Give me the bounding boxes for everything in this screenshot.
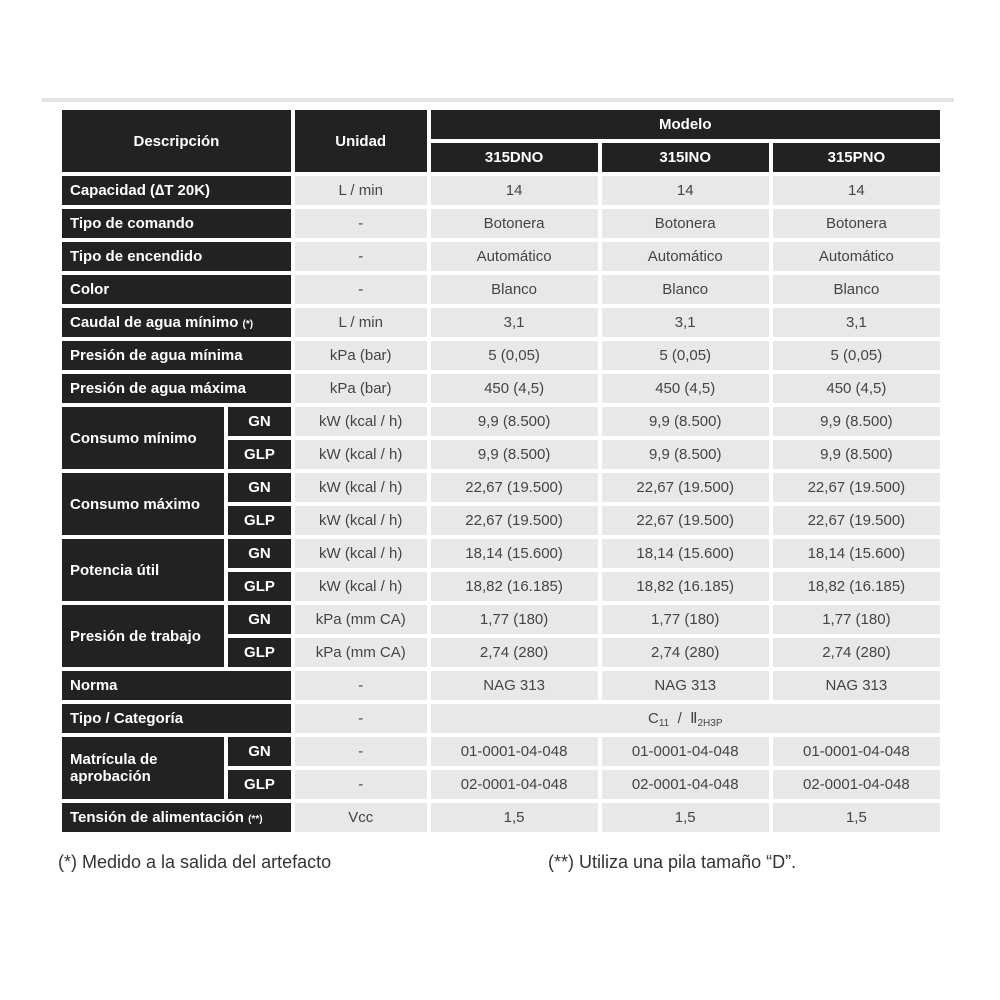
table-row: [62, 671, 940, 700]
value-cell: 14: [602, 176, 769, 205]
value-cell: 14: [773, 176, 940, 205]
gas-gn-label: GN: [228, 737, 291, 766]
row-label: Presión de agua máxima: [62, 374, 291, 403]
value-cell: 01-0001-04-048: [431, 737, 598, 766]
table-row: [62, 275, 940, 304]
value-cell: 1,77 (180): [773, 605, 940, 634]
row-label: Potencia útil: [62, 539, 224, 601]
unit-cell: -: [295, 209, 427, 238]
value-cell: 2,74 (280): [773, 638, 940, 667]
gas-glp-label: GLP: [228, 506, 291, 535]
value-cell: 02-0001-04-048: [431, 770, 598, 799]
value-cell: Blanco: [602, 275, 769, 304]
table-row: [62, 242, 940, 271]
value-cell: 1,5: [602, 803, 769, 832]
value-cell: 18,14 (15.600): [773, 539, 940, 568]
gas-glp-label: GLP: [228, 572, 291, 601]
unit-cell: kPa (mm CA): [295, 605, 427, 634]
value-cell: 5 (0,05): [431, 341, 598, 370]
unit-cell: -: [295, 737, 427, 766]
unit-cell: Vcc: [295, 803, 427, 832]
category-ii: Ⅱ: [690, 709, 698, 727]
value-cell: 5 (0,05): [602, 341, 769, 370]
value-cell: 9,9 (8.500): [431, 407, 598, 436]
unit-cell: -: [295, 671, 427, 700]
value-cell: 450 (4,5): [773, 374, 940, 403]
value-cell: 9,9 (8.500): [773, 440, 940, 469]
value-cell: 18,82 (16.185): [773, 572, 940, 601]
unit-cell: -: [295, 770, 427, 799]
value-cell: 3,1: [431, 308, 598, 337]
value-cell: 22,67 (19.500): [431, 506, 598, 535]
row-label-text: Caudal de agua mínimo: [70, 314, 239, 331]
gas-gn-label: GN: [228, 539, 291, 568]
top-rule: [42, 98, 954, 102]
value-cell: 3,1: [773, 308, 940, 337]
row-label-text: Tensión de alimentación: [70, 809, 244, 826]
category-c-sub: 11: [658, 717, 670, 729]
unit-cell: kW (kcal / h): [295, 539, 427, 568]
table-row: [62, 704, 940, 733]
table-row: [62, 473, 940, 502]
table-row: [62, 209, 940, 238]
table-row: [62, 737, 940, 766]
value-cell: Botonera: [431, 209, 598, 238]
unit-cell: kPa (bar): [295, 341, 427, 370]
value-cell: 22,67 (19.500): [431, 473, 598, 502]
footnote-mark: (**): [248, 814, 263, 825]
value-cell: 18,14 (15.600): [602, 539, 769, 568]
value-cell: 22,67 (19.500): [773, 473, 940, 502]
spec-table: [58, 106, 944, 836]
unit-cell: -: [295, 704, 427, 733]
model-315dno: 315DNO: [431, 143, 598, 172]
value-cell: 9,9 (8.500): [602, 440, 769, 469]
row-label: Tipo / Categoría: [62, 704, 291, 733]
row-label: Color: [62, 275, 291, 304]
col-header-unidad: Unidad: [295, 110, 427, 172]
value-cell: 2,74 (280): [431, 638, 598, 667]
gas-gn-label: GN: [228, 407, 291, 436]
row-label: Presión de trabajo: [62, 605, 224, 667]
col-header-modelo: Modelo: [431, 110, 940, 139]
value-cell: Automático: [773, 242, 940, 271]
value-cell: Botonera: [602, 209, 769, 238]
value-cell: 3,1: [602, 308, 769, 337]
gas-glp-label: GLP: [228, 440, 291, 469]
value-cell: 18,82 (16.185): [602, 572, 769, 601]
category-cell: [431, 704, 940, 733]
value-cell: 18,14 (15.600): [431, 539, 598, 568]
row-label: Consumo máximo: [62, 473, 224, 535]
value-cell: Blanco: [431, 275, 598, 304]
row-label: Norma: [62, 671, 291, 700]
value-cell: NAG 313: [602, 671, 769, 700]
row-label: Capacidad (∆T 20K): [62, 176, 291, 205]
table-row: [62, 341, 940, 370]
table-row: [62, 407, 940, 436]
row-label: [62, 803, 291, 832]
value-cell: 9,9 (8.500): [773, 407, 940, 436]
value-cell: 1,5: [773, 803, 940, 832]
model-315ino: 315INO: [602, 143, 769, 172]
row-label: Tipo de encendido: [62, 242, 291, 271]
value-cell: 22,67 (19.500): [602, 506, 769, 535]
value-cell: 450 (4,5): [431, 374, 598, 403]
gas-gn-label: GN: [228, 605, 291, 634]
value-cell: 450 (4,5): [602, 374, 769, 403]
value-cell: 02-0001-04-048: [602, 770, 769, 799]
value-cell: 02-0001-04-048: [773, 770, 940, 799]
unit-cell: L / min: [295, 308, 427, 337]
value-cell: 01-0001-04-048: [602, 737, 769, 766]
value-cell: 1,77 (180): [431, 605, 598, 634]
value-cell: Automático: [602, 242, 769, 271]
value-cell: 9,9 (8.500): [602, 407, 769, 436]
category-c: C: [648, 709, 659, 727]
unit-cell: kPa (bar): [295, 374, 427, 403]
table-row: [62, 605, 940, 634]
value-cell: 14: [431, 176, 598, 205]
table-row: [62, 374, 940, 403]
value-cell: 1,77 (180): [602, 605, 769, 634]
header-row: [62, 110, 940, 139]
unit-cell: kW (kcal / h): [295, 407, 427, 436]
value-cell: 01-0001-04-048: [773, 737, 940, 766]
gas-gn-label: GN: [228, 473, 291, 502]
category-sep: /: [677, 709, 682, 727]
table-row: [62, 308, 940, 337]
col-header-descripcion: Descripción: [62, 110, 291, 172]
category-ii-sub: 2H3P: [697, 717, 723, 729]
row-label: Matrícula de aprobación: [62, 737, 224, 799]
table-row: [62, 176, 940, 205]
value-cell: 22,67 (19.500): [602, 473, 769, 502]
value-cell: 18,82 (16.185): [431, 572, 598, 601]
unit-cell: L / min: [295, 176, 427, 205]
footnote-2: (**) Utiliza una pila tamaño “D”.: [548, 852, 797, 872]
row-label: Presión de agua mínima: [62, 341, 291, 370]
gas-glp-label: GLP: [228, 770, 291, 799]
unit-cell: -: [295, 242, 427, 271]
value-cell: Botonera: [773, 209, 940, 238]
model-315pno: 315PNO: [773, 143, 940, 172]
value-cell: 1,5: [431, 803, 598, 832]
value-cell: 5 (0,05): [773, 341, 940, 370]
unit-cell: -: [295, 275, 427, 304]
unit-cell: kW (kcal / h): [295, 440, 427, 469]
value-cell: Blanco: [773, 275, 940, 304]
unit-cell: kW (kcal / h): [295, 572, 427, 601]
row-label: Tipo de comando: [62, 209, 291, 238]
footnote-1: (*) Medido a la salida del artefacto: [58, 852, 332, 872]
footnote-mark: (*): [242, 319, 254, 330]
value-cell: 9,9 (8.500): [431, 440, 598, 469]
table-row: [62, 803, 940, 832]
unit-cell: kW (kcal / h): [295, 473, 427, 502]
row-label: Consumo mínimo: [62, 407, 224, 469]
value-cell: Automático: [431, 242, 598, 271]
table-row: [62, 539, 940, 568]
value-cell: NAG 313: [773, 671, 940, 700]
value-cell: 2,74 (280): [602, 638, 769, 667]
row-label: [62, 308, 291, 337]
value-cell: 22,67 (19.500): [773, 506, 940, 535]
value-cell: NAG 313: [431, 671, 598, 700]
unit-cell: kW (kcal / h): [295, 506, 427, 535]
gas-glp-label: GLP: [228, 638, 291, 667]
unit-cell: kPa (mm CA): [295, 638, 427, 667]
